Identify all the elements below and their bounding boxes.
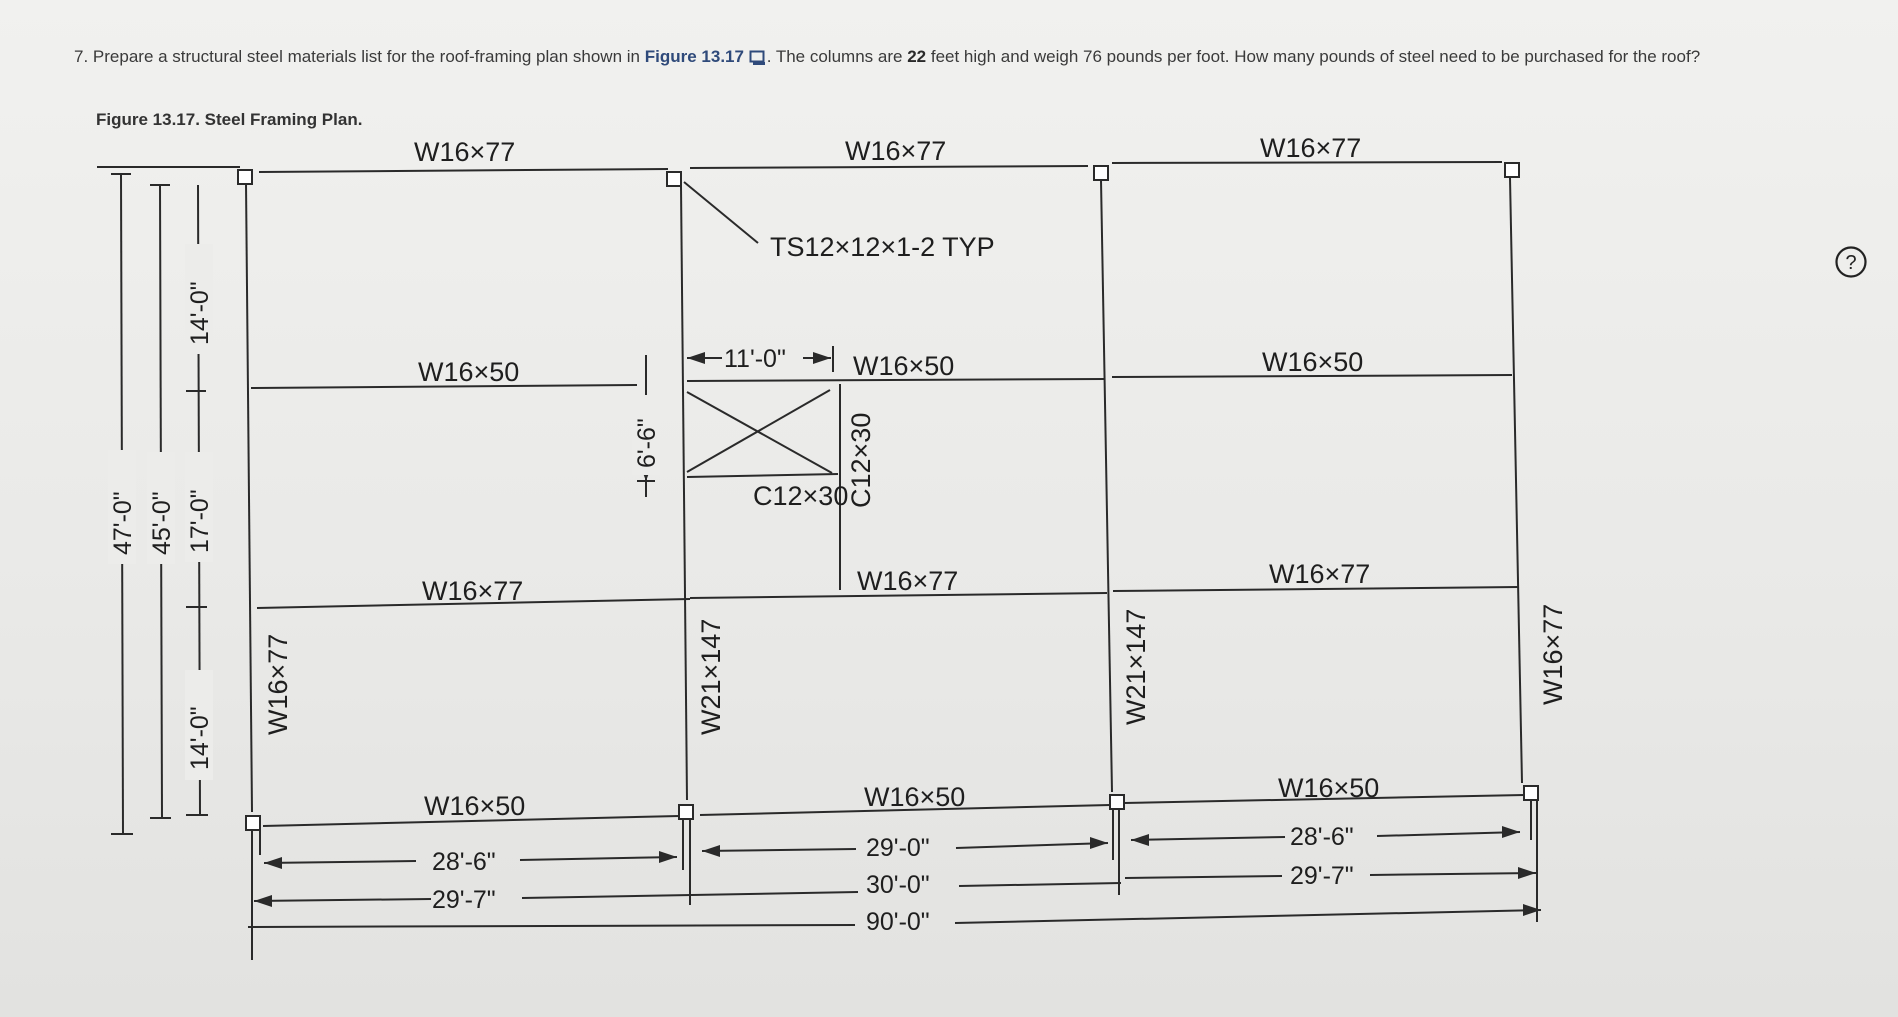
beam-label: W16×77 xyxy=(857,566,959,596)
beam-label: W16×77 xyxy=(1260,133,1362,163)
column-note-leader xyxy=(684,182,758,243)
figure-link[interactable]: Figure 13.17 xyxy=(645,47,767,66)
channel-label: C12×30 xyxy=(846,412,876,508)
column-marker xyxy=(1110,795,1124,809)
beam-label: W16×77 xyxy=(845,136,947,166)
channel-label: C12×30 xyxy=(753,481,849,511)
girder-left xyxy=(246,183,252,812)
dim-label: 14'-0" xyxy=(186,706,214,770)
question-text-mid: . The columns are xyxy=(766,47,903,66)
beam-label: W16×50 xyxy=(853,351,955,381)
column-marker xyxy=(246,816,260,830)
girder-a xyxy=(681,186,687,800)
column-marker xyxy=(238,170,252,184)
dim-label: 6'-6" xyxy=(633,418,661,468)
dim-label: 28'-6" xyxy=(1290,823,1354,851)
brace-1 xyxy=(687,392,832,473)
question-text-before: Prepare a structural steel materials list for the roof-framing plan shown in xyxy=(92,47,640,66)
dim-label: 28'-6" xyxy=(432,848,496,876)
dim-bay2-clear xyxy=(702,849,856,851)
dim-label: 29'-7" xyxy=(1290,862,1354,890)
dim-label: 11'-0" xyxy=(724,345,786,373)
dim-label: 90'-0" xyxy=(866,908,930,936)
beam-label: W16×50 xyxy=(418,357,520,387)
dim-label: 17'-0" xyxy=(186,489,214,553)
beam-label: W16×77 xyxy=(422,576,524,606)
dim-bay1-clear xyxy=(264,861,416,863)
dim-label: 14'-0" xyxy=(186,281,214,345)
girder-label: W16×77 xyxy=(1538,603,1568,705)
beam-label: W16×50 xyxy=(864,782,966,812)
channel-horizontal xyxy=(687,474,838,477)
dim-bay1-total xyxy=(254,899,431,901)
dim-label: 29'-0" xyxy=(866,834,930,862)
dim-label: 30'-0" xyxy=(866,871,930,899)
question-text-after: feet high and weigh 76 pounds per foot. How many pounds of steel need to be purchased for the roof? xyxy=(930,47,1701,66)
girder-label: W21×147 xyxy=(1121,608,1151,725)
beam-label: W16×77 xyxy=(1269,559,1371,589)
column-marker xyxy=(667,172,681,186)
column-marker xyxy=(679,805,693,819)
svg-text:?: ? xyxy=(1845,252,1857,274)
dim-bay3-clear xyxy=(1131,837,1285,840)
column-marker xyxy=(1505,163,1519,177)
dim-overall xyxy=(248,925,855,927)
dim-label: 47'-0" xyxy=(109,491,137,555)
column-marker xyxy=(1524,786,1538,800)
beam-label: W16×50 xyxy=(1278,773,1380,803)
girder-right xyxy=(1510,178,1522,783)
beam-label: W16×77 xyxy=(414,137,516,167)
beam-label: W16×50 xyxy=(424,791,526,821)
beam-label: W16×50 xyxy=(1262,347,1364,377)
column-note: TS12×12×1-2 TYP xyxy=(770,232,995,262)
beam-top-2 xyxy=(690,166,1088,168)
girder-label: W16×77 xyxy=(263,633,293,735)
girder-label: W21×147 xyxy=(696,618,726,735)
beam-top-1 xyxy=(259,169,668,172)
dim-bay3-total xyxy=(1125,876,1282,878)
dim-label: 45'-0" xyxy=(148,491,176,555)
girder-b xyxy=(1101,180,1112,792)
dim-label: 29'-7" xyxy=(432,886,496,914)
dim-bay2-total xyxy=(959,883,1121,886)
column-marker xyxy=(1094,166,1108,180)
figure-caption: Figure 13.17. Steel Framing Plan. xyxy=(96,110,363,129)
question-number: 7. xyxy=(74,47,89,66)
column-height-value: 22 xyxy=(907,47,927,66)
